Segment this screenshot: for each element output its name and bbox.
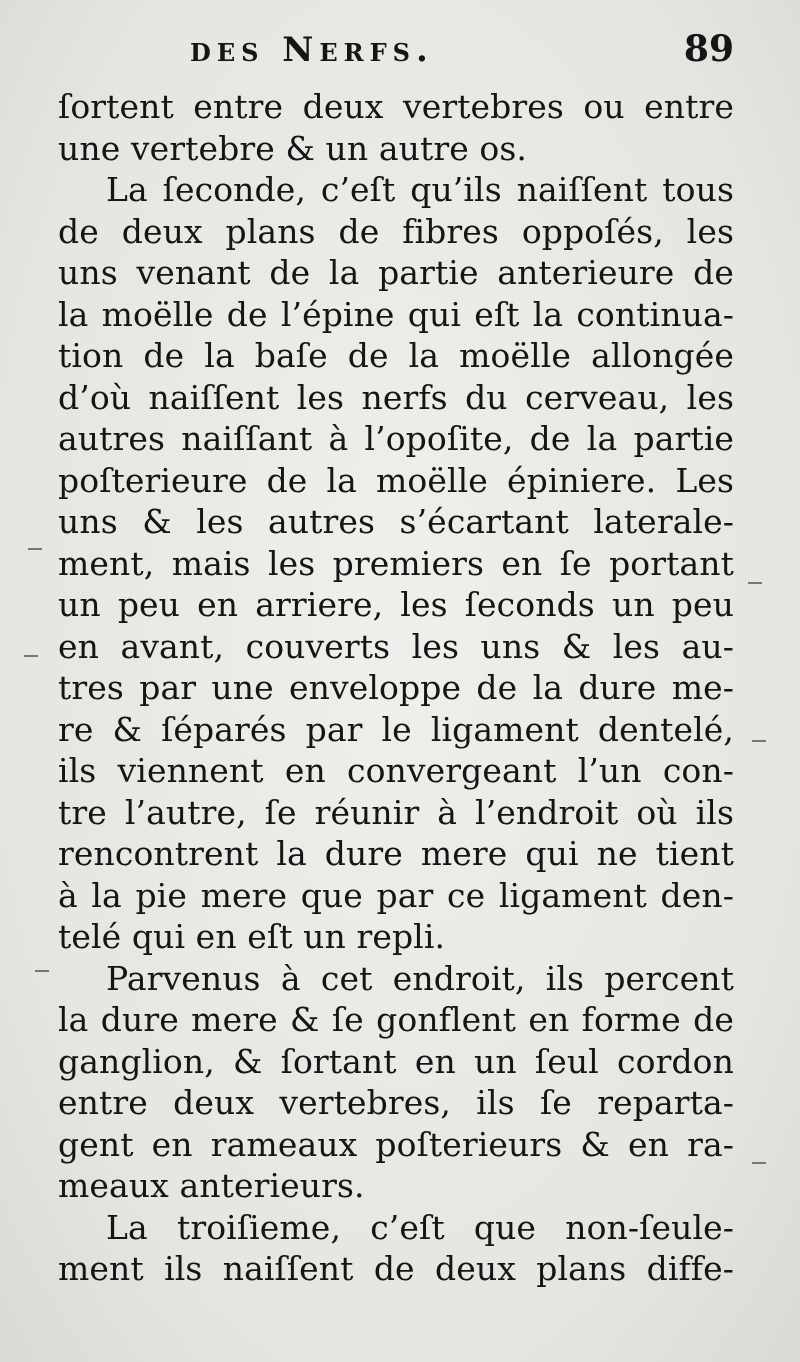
text-line: gent en rameaux poſterieurs & en ra- [58,1124,734,1164]
text-line: uns venant de la partie anterieure de [58,253,734,292]
margin-mark [752,1162,766,1164]
text-line: meaux anterieurs. [58,1166,365,1205]
text-line: tion de la baſe de la moëlle allongée [58,336,734,375]
text-line: la dure mere & ſe gonflent en forme de [58,1000,734,1039]
text-line: tres par une enveloppe de la dure me- [58,668,734,707]
margin-mark [748,582,762,584]
text-line: entre deux vertebres, ils ſe reparta- [58,1083,734,1122]
margin-mark [752,740,766,742]
text-line: rencontrent la dure mere qui ne tient [58,834,734,873]
text-line: re & ſéparés par le ligament dentelé, [58,709,734,749]
margin-mark [28,548,42,550]
page-number: 89 [683,28,734,70]
text-line: d’où naiſſent les nerfs du cerveau, les [58,377,734,417]
text-line: un peu en arriere, les ſeconds un peu [58,585,734,624]
text-line: ganglion, & ſortant en un ſeul cordon [58,1041,734,1081]
text-line: en avant, couverts les uns & les au- [58,626,734,666]
text-line: une vertebre & un autre os. [58,128,528,168]
margin-mark [35,970,49,972]
text-line: ment, mais les premiers en ſe portant [58,543,734,583]
text-line: telé qui en eſt un repli. [58,917,446,956]
paragraph-start-line: La ſeconde, c’eſt qu’ils naiſſent tous [106,170,734,209]
text-line: autres naiſſant à l’opoſite, de la partie [58,419,734,458]
running-title: des Nerfs. [190,30,434,70]
paragraph-start-line: La troiſieme, c’eſt que non-ſeule- [106,1207,734,1247]
text-line: uns & les autres s’écartant laterale- [58,502,734,541]
text-line: la moëlle de l’épine qui eſt la continua- [58,294,734,334]
text-line: tre l’autre, ſe réunir à l’endroit où ils [58,792,734,832]
page-header [0,28,800,78]
text-line: à la pie mere que par ce ligament den- [58,875,734,915]
text-line: de deux plans de fibres oppoſés, les [58,211,734,251]
margin-mark [24,655,38,657]
paragraph-start-line: Parvenus à cet endroit, ils percent [106,958,734,998]
text-line: poſterieure de la moëlle épiniere. Les [58,460,734,500]
text-line: ment ils naiſſent de deux plans diffe- [58,1249,734,1288]
text-line: ſortent entre deux vertebres ou entre [58,87,734,126]
body-text [58,86,734,1290]
text-line: ils viennent en convergeant l’un con- [58,751,734,790]
